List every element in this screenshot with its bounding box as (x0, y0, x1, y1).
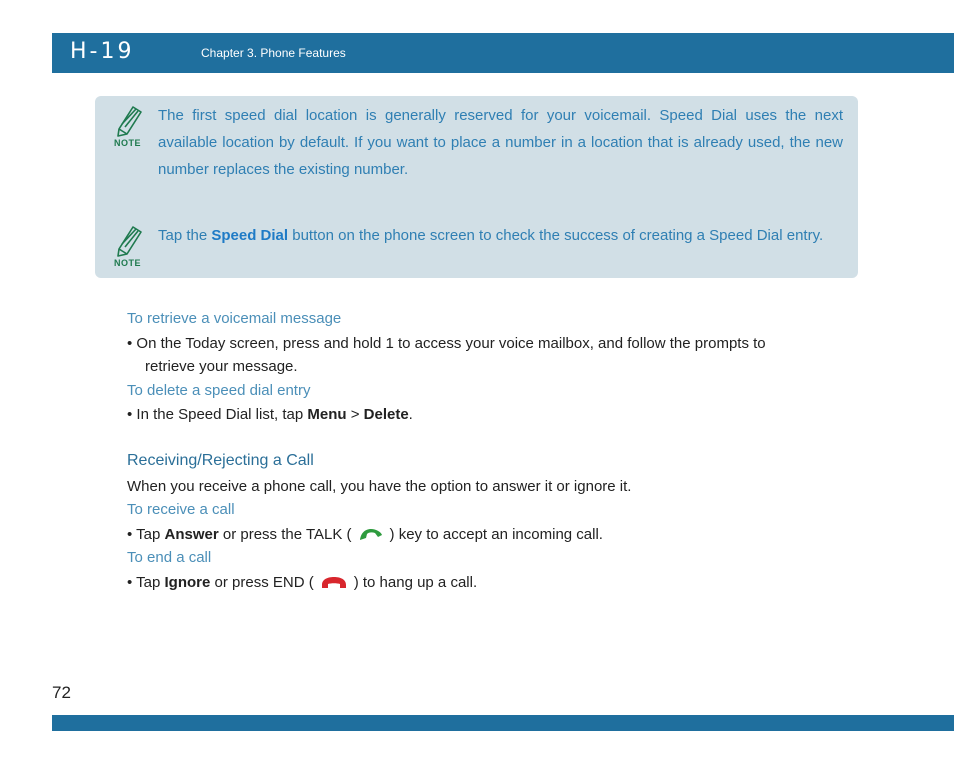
end-mid: or press END ( (210, 574, 314, 591)
receive-pre: • Tap (127, 526, 165, 543)
header-bar (52, 33, 954, 73)
subheading-delete: To delete a speed dial entry (127, 382, 311, 399)
page-number: 72 (52, 683, 71, 702)
receive-instruction (127, 523, 603, 549)
ignore-term: Ignore (164, 574, 211, 591)
delete-post: . (408, 406, 413, 423)
end-post: ) to hang up a call. (353, 574, 478, 591)
section-title: Receiving/Rejecting a Call (127, 452, 314, 469)
subheading-retrieve: To retrieve a voicemail message (127, 310, 342, 327)
note-text-post: button on the phone screen to check the success of creating a Speed Dial entry. (288, 227, 824, 244)
note-text (158, 222, 843, 249)
speed-dial-term: Speed Dial (211, 227, 289, 244)
note-label: NOTE (114, 258, 142, 268)
delete-instruction (127, 403, 413, 426)
note-text: The first speed dial location is generally reserved for your voicemail. Speed Dial uses the next available location by default. If you want to place a number in a location that is already used, the new number replaces the existing number. (158, 107, 843, 178)
model-name: H-19 (70, 39, 135, 64)
delete-term: Delete (363, 406, 409, 423)
end-pre: • Tap (127, 574, 165, 591)
receive-post: ) key to accept an incoming call. (389, 526, 603, 543)
note-box (95, 96, 858, 278)
footer-bar (52, 715, 954, 731)
delete-sep: > (346, 406, 364, 423)
chapter-title: Chapter 3. Phone Features (201, 46, 346, 60)
retrieve-line-2: retrieve your message. (145, 358, 298, 375)
note-label: NOTE (114, 138, 142, 148)
subheading-end: To end a call (127, 549, 212, 566)
menu-term: Menu (307, 406, 347, 423)
section-intro: When you receive a phone call, you have the option to answer it or ignore it. (127, 478, 632, 495)
note-pencil-icon (113, 222, 147, 270)
receive-mid: or press the TALK ( (218, 526, 352, 543)
end-instruction (127, 571, 477, 597)
retrieve-line-1: • On the Today screen, press and hold 1 to access your voice mailbox, and follow the prompts to (127, 335, 766, 352)
retrieve-instruction (127, 332, 766, 378)
note-pencil-icon (113, 102, 147, 150)
answer-term: Answer (164, 526, 219, 543)
end-key-icon (320, 574, 348, 597)
delete-pre: • In the Speed Dial list, tap (127, 406, 308, 423)
subheading-receive: To receive a call (127, 501, 235, 518)
talk-key-icon (358, 526, 384, 549)
note-text-pre: Tap the (158, 227, 212, 244)
